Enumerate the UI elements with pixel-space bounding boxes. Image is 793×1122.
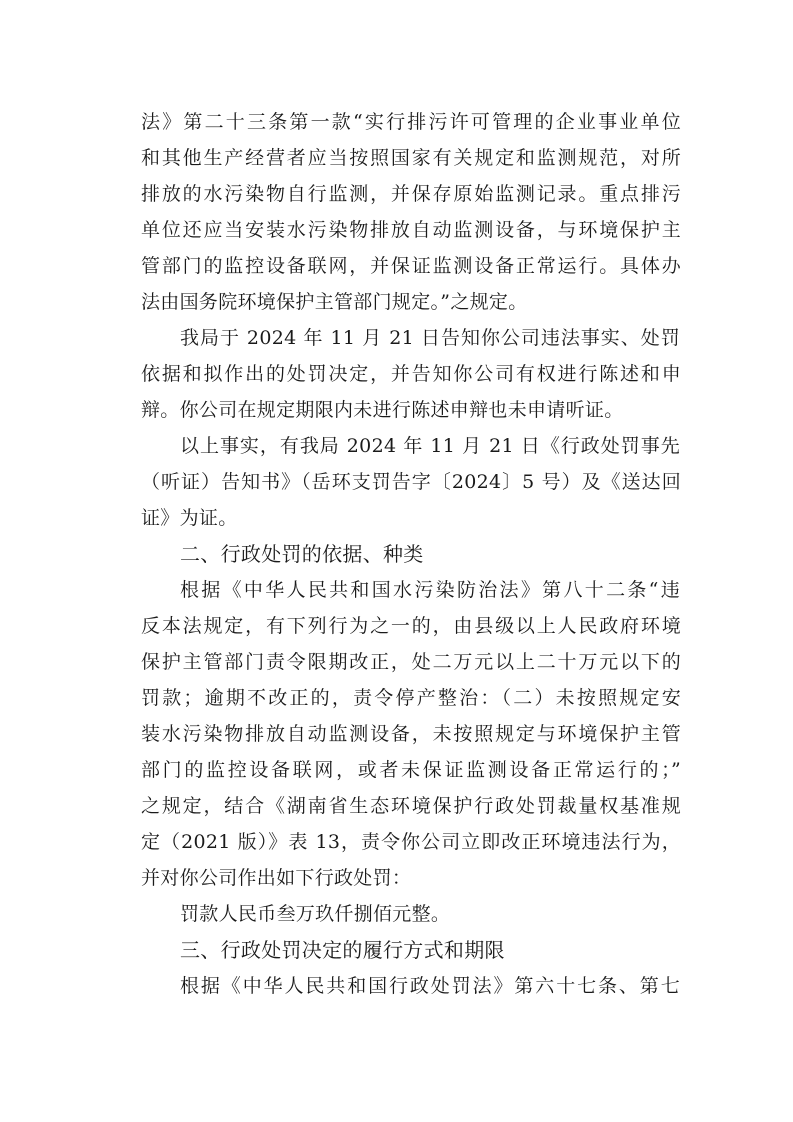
paragraph-line: （听证）告知书》（岳环支罚告字〔2024〕5 号）及《送达回	[141, 471, 681, 493]
paragraph-line: 并对你公司作出如下行政处罚：	[141, 867, 412, 889]
paragraph-line: 装水污染物排放自动监测设备，未按照规定与环境保护主管	[141, 723, 681, 745]
paragraph-line: 法》第二十三条第一款“实行排污许可管理的企业事业单位	[141, 111, 681, 133]
paragraph-line: 反本法规定，有下列行为之一的，由县级以上人民政府环境	[141, 615, 681, 637]
penalty-amount: 罚款人民币叁万玖仟捌佰元整。	[180, 903, 451, 925]
paragraph-line: 证》为证。	[141, 507, 238, 529]
paragraph-line: 根据《中华人民共和国行政处罚法》第六十七条、第七	[180, 975, 680, 997]
paragraph-line: 依据和拟作出的处罚决定，并告知你公司有权进行陈述和申	[141, 363, 681, 385]
paragraph-line: 之规定，结合《湖南省生态环境保护行政处罚裁量权基准规	[141, 795, 681, 817]
paragraph-line: 和其他生产经营者应当按照国家有关规定和监测规范，对所	[141, 147, 681, 169]
paragraph-line: 根据《中华人民共和国水污染防治法》第八十二条“违	[180, 579, 680, 601]
paragraph-line: 管部门的监控设备联网，并保证监测设备正常运行。具体办	[141, 255, 681, 277]
paragraph-line: 法由国务院环境保护主管部门规定。”之规定。	[141, 291, 528, 313]
paragraph-line: 以上事实，有我局 2024 年 11 月 21 日《行政处罚事先	[180, 435, 680, 457]
section-heading: 二、行政处罚的依据、种类	[180, 542, 424, 566]
paragraph-line: 单位还应当安装水污染物排放自动监测设备，与环境保护主	[141, 219, 681, 241]
paragraph-line: 排放的水污染物自行监测，并保存原始监测记录。重点排污	[141, 183, 681, 205]
paragraph-line: 保护主管部门责令限期改正，处二万元以上二十万元以下的	[141, 651, 681, 673]
paragraph-line: 罚款；逾期不改正的，责令停产整治：（二）未按照规定安	[141, 687, 681, 709]
paragraph-line: 辩。你公司在规定期限内未进行陈述申辩也未申请听证。	[141, 399, 624, 421]
paragraph-line: 定（2021 版）》表 13，责令你公司立即改正环境违法行为，	[141, 831, 681, 853]
paragraph-line: 我局于 2024 年 11 月 21 日告知你公司违法事实、处罚	[180, 327, 680, 349]
paragraph-line: 部门的监控设备联网，或者未保证监测设备正常运行的；”	[141, 759, 681, 781]
section-heading: 三、行政处罚决定的履行方式和期限	[180, 938, 505, 962]
